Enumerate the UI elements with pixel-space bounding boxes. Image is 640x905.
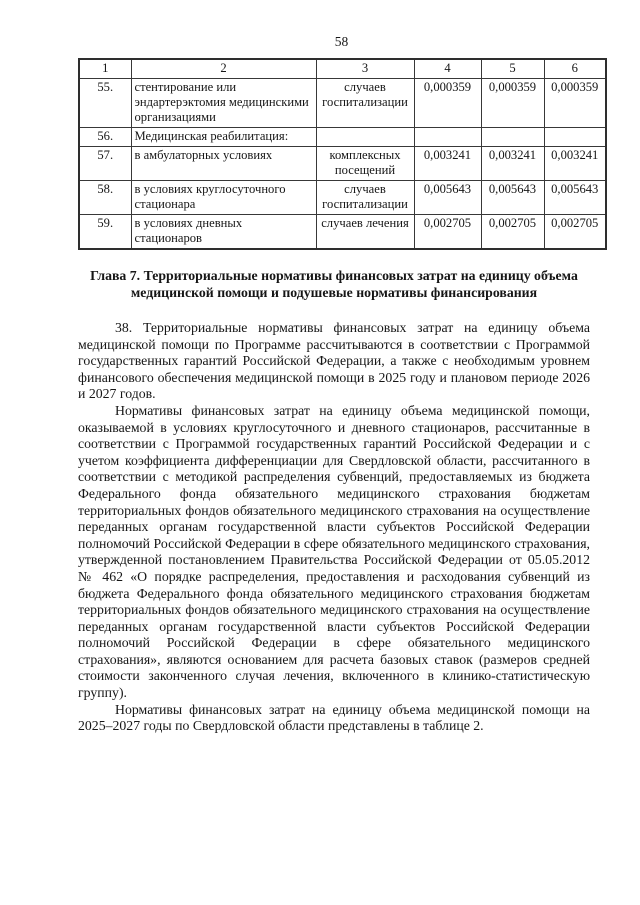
unit-cell: случаев госпитализации (316, 181, 414, 215)
row-number-cell: 56. (79, 128, 131, 147)
value-cell-2025: 0,003241 (414, 147, 481, 181)
service-name-cell: в условиях дневных стационаров (131, 215, 316, 250)
value-cell-2027: 0,003241 (544, 147, 606, 181)
row-number-cell: 55. (79, 79, 131, 128)
table-row (79, 181, 606, 215)
value-cell-2025 (414, 128, 481, 147)
value-cell-2027: 0,005643 (544, 181, 606, 215)
table-header-cell-1: 1 (79, 59, 131, 79)
service-name-cell: Медицинская реабилитация: (131, 128, 316, 147)
paragraph: Нормативы финансовых затрат на единицу объема медицинской помощи на 2025–2027 годы по Свердловской области представлены в таблице 2. (78, 701, 590, 734)
row-number-cell: 58. (79, 181, 131, 215)
unit-cell: комплексных посещений (316, 147, 414, 181)
value-cell-2025: 0,002705 (414, 215, 481, 250)
table-header-cell-5: 5 (481, 59, 544, 79)
paragraph: Нормативы финансовых затрат на единицу объема медицинской помощи, оказываемой в условиях круглосуточного и дневного стационаров, рассчитанные в соответствии с Программой государственных гарантий Российской Федерации и с учетом коэффициента дифференциации для Свердловской области, рассчитанного в соответствии с методикой распределения субвенций, предоставляемых из бюджета Федерального фонда обязательного медицинского страхования бюджетам территориальных фондов обязательного медицинского страхования на осуществление переданных органам государственной власти субъектов Российской Федерации полномочий Российской Федерации в сфере обязательного медицинского страхования, утвержденной постановлением Правительства Российской Федерации от 05.05.2012 № 462 «О порядке распределения, предоставления и расходования субвенций из бюджета Федерального фонда обязательного медицинского страхования бюджетам территориальных фондов обязательного медицинского страхования на осуществление переданных органам государственной власти субъектов Российской Федерации полномочий Российской Федерации в сфере обязательного медицинского страхования», являются основанием для расчета базовых ставок (размеров средней стоимости законченного случая лечения, включенного в клинико-статистическую группу). (78, 402, 590, 701)
value-cell-2025: 0,005643 (414, 181, 481, 215)
table-body (79, 79, 606, 250)
body-text (78, 320, 590, 735)
unit-cell: случаев лечения (316, 215, 414, 250)
service-name-cell: в условиях круглосуточного стационара (131, 181, 316, 215)
row-number-cell: 57. (79, 147, 131, 181)
table-header-cell-6: 6 (544, 59, 606, 79)
table-header-row (79, 59, 606, 79)
value-cell-2026: 0,002705 (481, 215, 544, 250)
chapter-heading: Глава 7. Территориальные нормативы финансовых затрат на единицу объема медицинской помощи и подушевые нормативы финансирования (90, 268, 578, 300)
value-cell-2025: 0,000359 (414, 79, 481, 128)
unit-cell: случаев госпитализации (316, 79, 414, 128)
table-header-cell-2: 2 (131, 59, 316, 79)
value-cell-2026 (481, 128, 544, 147)
paragraph: 38. Территориальные нормативы финансовых затрат на единицу объема медицинской помощи по Программе рассчитываются в соответствии с Программой государственных гарантий Российской Федерации, а также с необходимым уровнем финансового обеспечения медицинской помощи в 2025 году и плановом периоде 2026 и 2027 годов. (78, 320, 590, 402)
table-row (79, 147, 606, 181)
value-cell-2026: 0,003241 (481, 147, 544, 181)
table-row (79, 79, 606, 128)
service-name-cell: в амбулаторных условиях (131, 147, 316, 181)
normatives-table (78, 58, 607, 250)
row-number-cell: 59. (79, 215, 131, 250)
value-cell-2026: 0,005643 (481, 181, 544, 215)
table-header-cell-4: 4 (414, 59, 481, 79)
value-cell-2027: 0,002705 (544, 215, 606, 250)
table-header-cell-3: 3 (316, 59, 414, 79)
value-cell-2027: 0,000359 (544, 79, 606, 128)
value-cell-2027 (544, 128, 606, 147)
table-row (79, 215, 606, 250)
page-number: 58 (334, 34, 349, 49)
unit-cell (316, 128, 414, 147)
value-cell-2026: 0,000359 (481, 79, 544, 128)
service-name-cell: стентирование или эндартерэктомия медицинскими организациями (131, 79, 316, 128)
table-row (79, 128, 606, 147)
